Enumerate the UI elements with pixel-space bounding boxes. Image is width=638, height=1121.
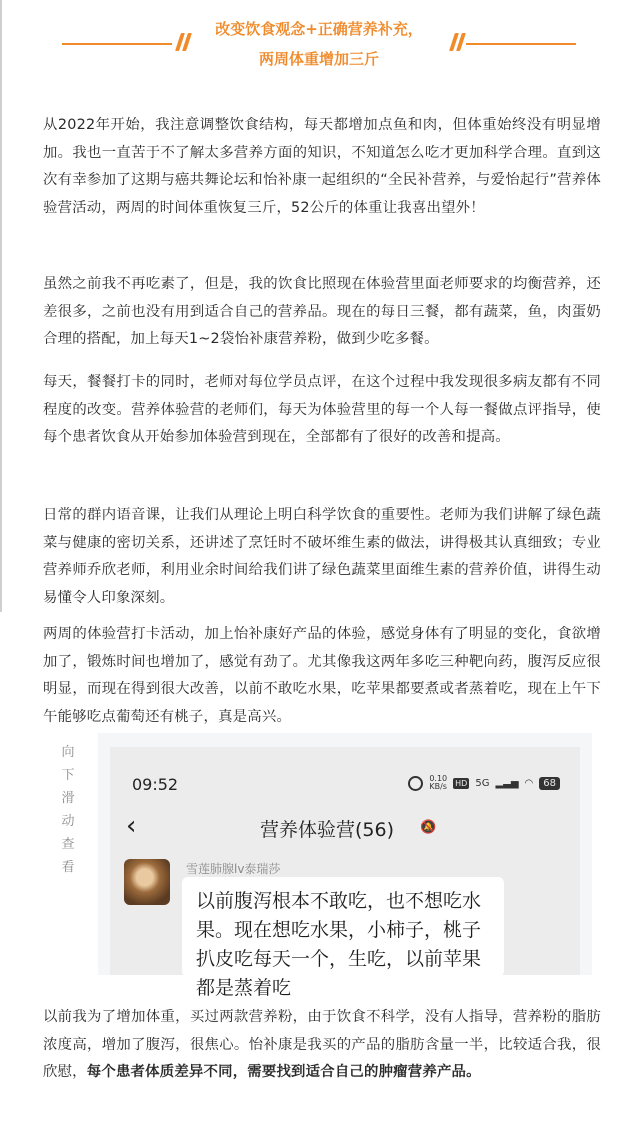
signal-bars-icon: ▂▃▅ xyxy=(495,777,519,789)
status-bar-icons xyxy=(408,775,560,791)
header-title-line2: 两周体重增加三斤 xyxy=(258,50,379,68)
paragraph-2: 虽然之前我不再吃素了，但是，我的饮食比照现在体验营里面老师要求的均衡营养，还差很多，之前也没有用到适合自己的营养品。现在的每日三餐，都有蔬菜，鱼，肉蛋奶合理的搭配，加上每天1~2袋怡补康营养粉，做到少吃多餐。 xyxy=(43,276,601,347)
scroll-hint-vertical xyxy=(60,741,76,879)
scroll-hint-char: 下 xyxy=(61,768,75,783)
sender-name: 雪莲肺腺lv泰瑞莎 xyxy=(186,862,281,876)
wifi-icon: ◠ xyxy=(524,777,534,789)
message-bubble[interactable] xyxy=(182,877,504,999)
chat-nav-bar xyxy=(110,807,580,847)
paragraph-6 xyxy=(43,1004,601,1087)
scroll-hint-char: 动 xyxy=(61,814,75,829)
paragraph-4: 日常的群内语音课，让我们从理论上明白科学饮食的重要性。老师为我们讲解了绿色蔬菜与健康的密切关系，还讲述了烹饪时不破坏维生素的做法，讲得极其认真细致；专业营养师乔欣老师，利用业余时间给我们讲了绿色蔬菜里面维生素的营养价值，讲得生动易懂令人印象深刻。 xyxy=(43,507,601,606)
net-speed xyxy=(429,775,447,791)
net-speed-value: 0.10 xyxy=(429,774,448,783)
net-speed-unit: KB/s xyxy=(429,782,447,791)
chat-screenshot-scrollbox[interactable] xyxy=(98,733,592,999)
paragraph-5: 两周的体验营打卡活动，加上怡补康好产品的体验，感觉身体有了明显的变化，食欲增加了，锻炼时间也增加了，感觉有劲了。尤其像我这两年多吃三种靶向药，腹泻反应很明显，而现在得到很大改善，以前不敢吃水果，吃苹果都要煮或者蒸着吃，现在上午下午能够吃点葡萄还有桃子，真是高兴。 xyxy=(43,626,601,725)
header-divider-left xyxy=(62,43,172,45)
signal-5g: 5G xyxy=(475,777,490,789)
message-text: 以前腹泻根本不敢吃，也不想吃水果。现在想吃水果，小柿子，桃子扒皮吃每天一个，生吃，以前苹果都是蒸着吃 xyxy=(196,890,482,999)
avatar[interactable] xyxy=(124,859,170,905)
back-arrow-icon[interactable]: ‹ xyxy=(126,811,137,841)
paragraph-6-text: 以前我为了增加体重，买过两款营养粉，由于饮食不科学，没有人指导，营养粉的脂肪浓度高，增加了腹泻，很焦心。怡补康是我买的产品的脂肪含量一半，比较适合我，很欣慰， xyxy=(43,1009,601,1080)
scroll-hint-char: 看 xyxy=(61,860,75,875)
paragraph-3: 每天，餐餐打卡的同时，老师对每位学员点评，在这个过程中我发现很多病友都有不同程度的改变。营养体验营的老师们，每天为体验营里的每一个人每一餐做点评指导，使每个患者饮食从开始参加体验营到现在，全部都有了很好的改善和提高。 xyxy=(43,374,601,445)
paragraph-1: 从2022年开始，我注意调整饮食结构，每天都增加点鱼和肉，但体重始终没有明显增加。我也一直苦于不了解太多营养方面的知识，不知道怎么吃才更加科学合理。直到这次有幸参加了这期与癌共舞论坛和怡补康一起组织的“全民补营养，与爱怡起行”营养体验营活动，两周的时间体重恢复三斤，52公斤的体重让我喜出望外！ xyxy=(43,117,601,216)
chat-title: 营养体验营(56) xyxy=(260,819,395,841)
alarm-icon xyxy=(408,776,423,791)
battery-level: 68 xyxy=(539,777,560,790)
mute-bell-icon: 🔕 xyxy=(420,820,437,835)
scroll-hint-char: 查 xyxy=(61,837,75,852)
scroll-hint-char: 向 xyxy=(61,745,75,760)
paragraph-6-bold: 每个患者体质差异不同，需要找到适合自己的肿瘤营养产品。 xyxy=(86,1064,481,1080)
article-header xyxy=(0,0,638,80)
header-title-line1: 改变饮食观念+正确营养补充， xyxy=(215,20,423,38)
status-time: 09:52 xyxy=(132,775,179,794)
header-divider-right xyxy=(466,43,576,45)
left-edge-border xyxy=(0,0,2,612)
hd-badge: HD xyxy=(455,778,468,788)
scroll-hint-char: 滑 xyxy=(61,791,75,806)
phone-screen xyxy=(110,747,580,999)
